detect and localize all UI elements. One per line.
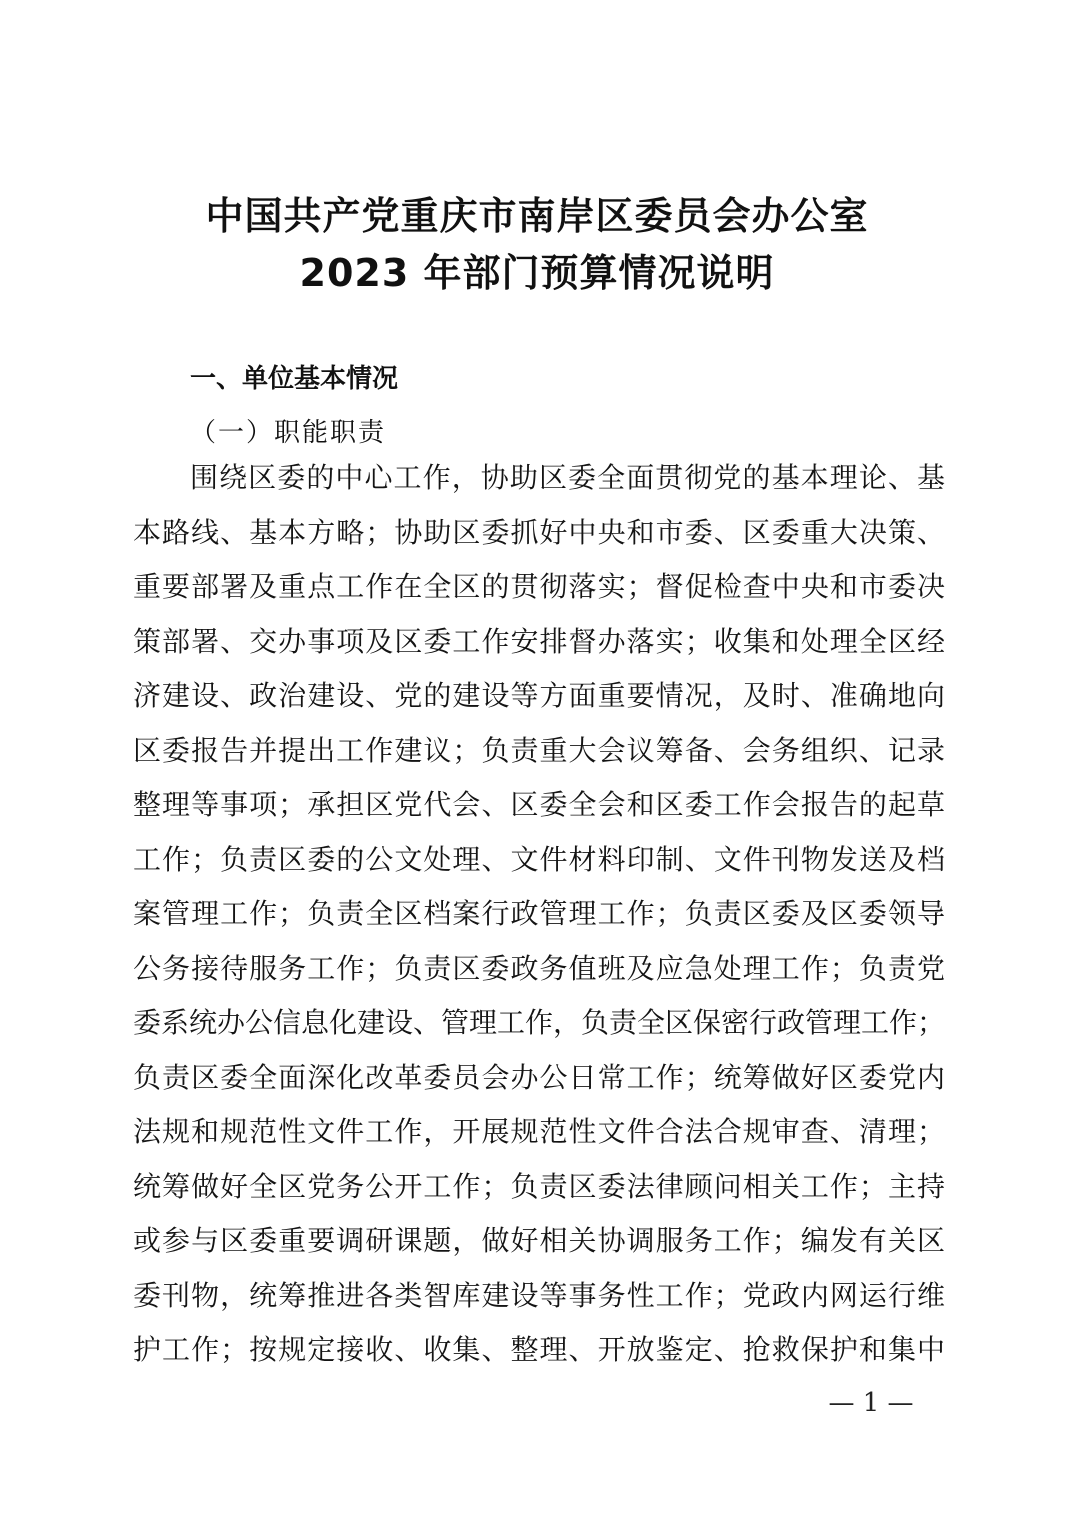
body-line: 统筹做好全区党务公开工作；负责区委法律顾问相关工作；主持 bbox=[133, 1169, 945, 1203]
document-title-line-2: 2023 年部门预算情况说明 bbox=[299, 251, 775, 295]
body-line: 护工作；按规定接收、收集、整理、开放鉴定、抢救保护和集中 bbox=[133, 1333, 945, 1366]
body-line: 本路线、基本方略；协助区委抓好中央和市委、区委重大决策、 bbox=[133, 515, 945, 549]
body-line: 或参与区委重要调研课题，做好相关协调服务工作；编发有关区 bbox=[133, 1224, 945, 1257]
page-number: — 1 — bbox=[828, 1388, 914, 1418]
body-line: 重要部署及重点工作在全区的贯彻落实；督促检查中央和市委决 bbox=[133, 570, 945, 603]
body-line: 济建设、政治建设、党的建设等方面重要情况，及时、准确地向 bbox=[133, 679, 945, 712]
body-line: 负责区委全面深化改革委员会办公日常工作；统筹做好区委党内 bbox=[133, 1060, 945, 1094]
section-heading: 一、单位基本情况 bbox=[190, 364, 399, 394]
body-line: 整理等事项；承担区党代会、区委全会和区委工作会报告的起草 bbox=[133, 788, 945, 821]
section-subheading: （一）职能职责 bbox=[190, 418, 387, 448]
body-line: 委刊物，统筹推进各类智库建设等事务性工作；党政内网运行维 bbox=[133, 1278, 945, 1312]
body-line: 围绕区委的中心工作，协助区委全面贯彻党的基本理论、基 bbox=[190, 461, 945, 494]
body-line: 公务接待服务工作；负责区委政务值班及应急处理工作；负责党 bbox=[133, 951, 945, 985]
body-line: 法规和规范性文件工作，开展规范性文件合法合规审查、清理； bbox=[133, 1115, 945, 1148]
body-line: 工作；负责区委的公文处理、文件材料印制、文件刊物发送及档 bbox=[133, 842, 945, 876]
body-line: 案管理工作；负责全区档案行政管理工作；负责区委及区委领导 bbox=[133, 897, 945, 930]
body-line: 策部署、交办事项及区委工作安排督办落实；收集和处理全区经 bbox=[133, 624, 945, 658]
body-line: 委系统办公信息化建设、管理工作，负责全区保密行政管理工作； bbox=[133, 1006, 945, 1039]
document-title-line-1: 中国共产党重庆市南岸区委员会办公室 bbox=[205, 194, 869, 238]
body-line: 区委报告并提出工作建议；负责重大会议筹备、会务组织、记录 bbox=[133, 733, 945, 767]
